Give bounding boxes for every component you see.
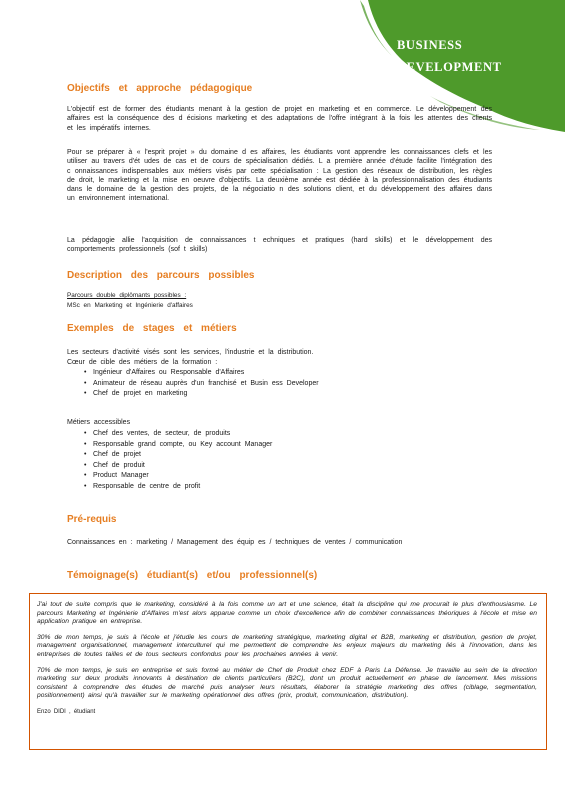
brand-line-1: BUSINESS	[397, 38, 463, 52]
list-item: • Responsable de centre de profit	[84, 482, 272, 493]
objectifs-paragraph-1: L'objectif est de former des étudiants menant à la gestion de projet en marketing et en commerce. Le développement des affaires est la conséquence des d écisions marketing et des adaptations de l'offre intégrant à la fois les attentes des clients et les impératifs internes.	[67, 106, 492, 132]
temoignage-heading: Témoignage(s) étudiant(s) et/ou professionnel(s)	[67, 570, 318, 581]
parcours-value: MSc en Marketing et Ingénierie d'affaires	[67, 302, 193, 309]
list-item: • Animateur de réseau auprès d'un franchisé et Busin ess Developer	[84, 379, 319, 390]
list-item: • Ingénieur d'Affaires ou Responsable d'Affaires	[84, 368, 319, 379]
list-item: • Chef de produit	[84, 461, 272, 472]
testimonial-signature: Enzo DIDI , étudiant	[37, 708, 96, 715]
prerequis-text: Connaissances en : marketing / Management des équip es / techniques de ventes / communication	[67, 539, 403, 546]
exemples-heading: Exemples de stages et métiers	[67, 323, 237, 334]
list-item: • Chef de projet	[84, 450, 272, 461]
testimonial-box	[29, 593, 547, 750]
description-heading: Description des parcours possibles	[67, 270, 255, 281]
prerequis-heading: Pré-requis	[67, 514, 117, 525]
list-item: • Product Manager	[84, 471, 272, 482]
coeur-cible-text: Cœur de cible des métiers de la formation :	[67, 359, 218, 366]
list-item: • Chef des ventes, de secteur, de produits	[84, 429, 272, 440]
metiers-heading: Métiers accessibles	[67, 419, 131, 426]
objectifs-paragraph-2: Pour se préparer à « l'esprit projet » du domaine d es affaires, les étudiants vont apprendre les connaissances clefs et les utiliser au travers d'ét udes de cas et de cours de spécialisation dédiés. L a première année d'étude facilite l'intégration des c onnaissances indispensables aux métiers visés par cette spécialisation : La gestion des réseaux de distribution, les règles de droit, le marketing et la mise en oeuvre d'objectifs. La deuxième année est dédiée à la professionnalisation des étudiants dans le domaine de la gestion des projets, de la négociatio n des solutions client, et du développement des affaires dans un environnement international.	[67, 149, 492, 203]
brand-line-2: DEVELOPMENT	[397, 60, 502, 74]
metiers-list	[84, 429, 272, 492]
brand-title	[397, 34, 547, 78]
stages-list	[84, 368, 319, 400]
list-item: • Responsable grand compte, ou Key account Manager	[84, 440, 272, 451]
testimonial-paragraph-1: J'ai tout de suite compris que le marketing, considéré à la fois comme un art et une science, était la discipline qui me procurait le plus d'enthousiasme. Le parcours Marketing et Ingénierie d'Affaires m'est alors apparue comme un choix d'excellence afin de combiner connaissances théoriques à l'école et mise en application pratique en entreprise.	[37, 601, 537, 626]
parcours-label: Parcours double diplômants possibles :	[67, 292, 187, 299]
testimonial-paragraph-3: 70% de mon temps, je suis en entreprise et suis formé au métier de Chef de Produit chez EDF à Paris La Défense. Je travaille au sein de la direction marketing sur deux produits innovants à destination de clients particuliers (B2C), dont un produit actuellement en phase de lancement. Mes missions consistent à comprendre des études de marché puis analyser leurs résultats, élaborer la stratégie marketing des offres (ciblage, segmentation, positionnement) ainsi qu'à travailler sur le marketing opérationnel des offres (prix, produit, communication, distribution).	[37, 666, 537, 700]
objectifs-heading: Objectifs et approche pédagogique	[67, 83, 253, 94]
secteurs-text: Les secteurs d'activité visés sont les services, l'industrie et la distribution.	[67, 349, 314, 356]
list-item: • Chef de projet en marketing	[84, 389, 319, 400]
objectifs-paragraph-3: La pédagogie allie l'acquisition de connaissances t echniques et pratiques (hard skills) et le développement des comportements professionnels (sof t skills)	[67, 237, 492, 254]
testimonial-paragraph-2: 30% de mon temps, je suis à l'école et j'étudie les cours de marketing stratégique, marketing digital et B2B, marketing et distribution, gestion de projet, management organisationnel, management interculturel qui me permettent de comprendre les enjeux majeurs du marketing liés à l'innovation, dans les entreprises de toutes tailles et de tous secteurs confondus pour les prochaines années à venir.	[37, 633, 537, 658]
